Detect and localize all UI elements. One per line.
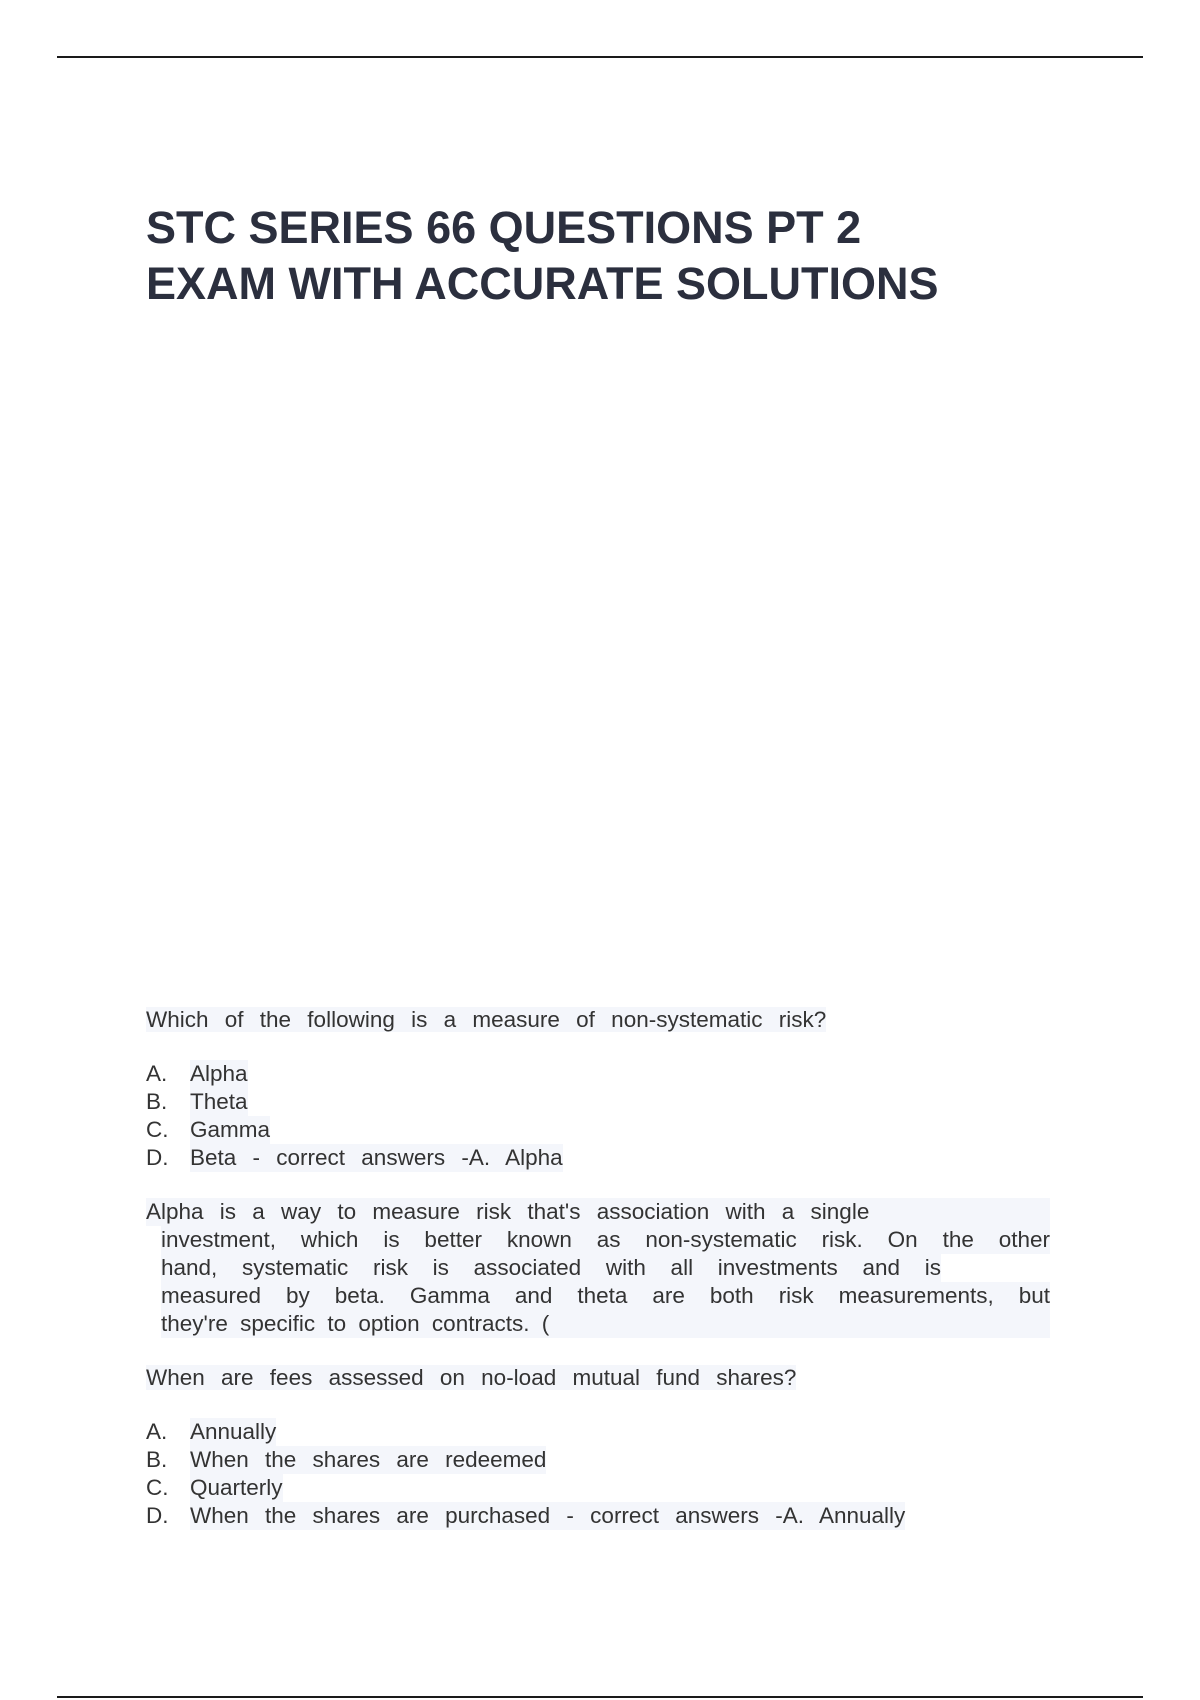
document-body (146, 1006, 1050, 1530)
explanation-line: investment, which is better known as non-systematic risk. On the other (161, 1227, 1050, 1252)
question-1-text: Which of the following is a measure of non-systematic risk? (146, 1007, 827, 1032)
question-1-option-c: C. Gamma (146, 1117, 271, 1142)
question-2-option-a: A. Annually (146, 1419, 277, 1444)
header-rule (57, 56, 1143, 58)
explanation-line: Alpha is a way to measure risk that's association with a single (146, 1198, 1050, 1226)
question-2-option-b: B. When the shares are redeemed (146, 1447, 547, 1472)
explanation-line: they're specific to option contracts. ( (161, 1310, 1050, 1338)
question-1-explanation (146, 1198, 1050, 1338)
footer-rule (57, 1696, 1143, 1698)
question-2-text: When are fees assessed on no-load mutual fund shares? (146, 1365, 797, 1390)
question-2-option-d: D. When the shares are purchased - correct answers -A. Annually (146, 1503, 906, 1528)
question-2-options (146, 1418, 1050, 1530)
question-1-option-d: D. Beta - correct answers -A. Alpha (146, 1145, 563, 1170)
title-line-1: STC SERIES 66 QUESTIONS PT 2 (146, 202, 862, 253)
explanation-line: measured by beta. Gamma and theta are both risk measurements, but (161, 1283, 1050, 1308)
question-1-options (146, 1060, 1050, 1172)
question-1-option-b: B. Theta (146, 1089, 248, 1114)
explanation-line: hand, systematic risk is associated with all investments and is (161, 1255, 941, 1280)
title-line-2: EXAM WITH ACCURATE SOLUTIONS (146, 258, 939, 309)
document-title (146, 200, 1096, 312)
question-2-option-c: C. Quarterly (146, 1475, 283, 1500)
question-1-option-a: A. Alpha (146, 1061, 248, 1086)
